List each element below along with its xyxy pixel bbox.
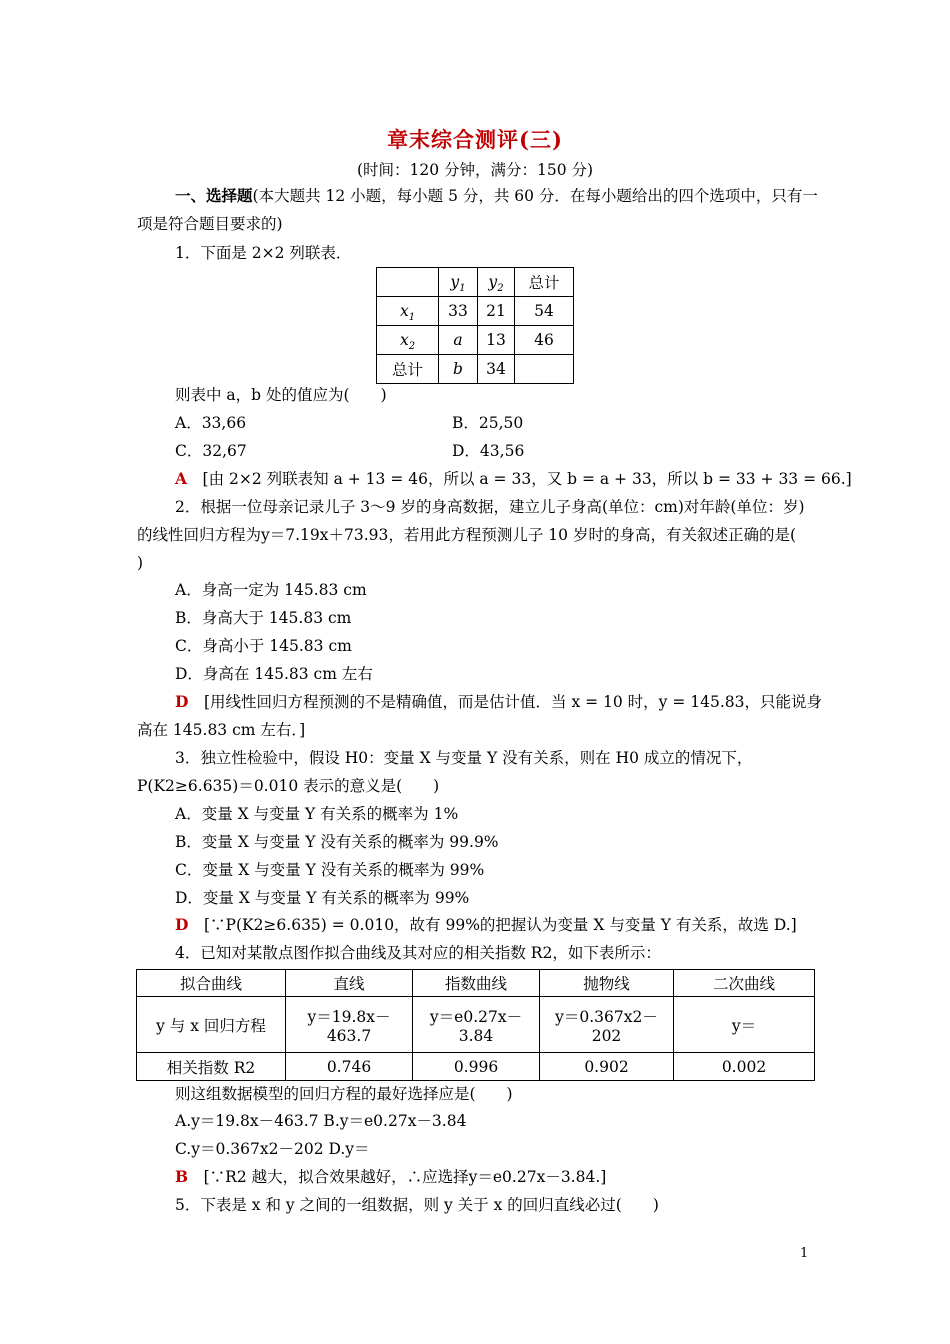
q1-solution — [175, 469, 852, 489]
q4-eq-par-2: 202 — [591, 1026, 622, 1045]
q3-stem-2: P(K2≥6.635)＝0.010 表示的意义是( ) — [137, 777, 440, 795]
q4-r2-value: 0.902 — [540, 1053, 674, 1081]
q1-header-y2: $y_2$ — [478, 268, 515, 297]
q1-cell — [515, 355, 574, 384]
q2-option-b: B．身高大于 145.83 cm — [175, 609, 352, 627]
q1-cell: 33 — [439, 297, 478, 326]
q4-explain: [∵R2 越大，拟合效果越好，∴应选择y＝e0.27x－3.84.] — [203, 1168, 607, 1186]
q2-answer: D — [175, 692, 189, 711]
page-title: 章末综合测评(三) — [387, 127, 563, 152]
q3-stem-1: 3．独立性检验中，假设 H0：变量 X 与变量 Y 没有关系，则在 H0 成立的情况下， — [175, 749, 753, 767]
q1-cell: 46 — [515, 326, 574, 355]
q1-cell: a — [439, 326, 478, 355]
q2-stem-2: 的线性回归方程为y＝7.19x＋73.93，若用此方程预测儿子 10 岁时的身高，有关叙述正确的是( — [137, 526, 797, 544]
q4-eq-quadratic: y＝ — [674, 997, 815, 1053]
q1-option-b: B．25,50 — [452, 414, 524, 432]
q1-contingency-table — [376, 267, 574, 384]
q4-options-cd: C.y＝0.367x2－202 D.y＝ — [175, 1140, 370, 1158]
q3-explain: [∵P(K2≥6.635) = 0.010，故有 99%的把握认为变量 X 与变量 Y 有关系，故选 D.] — [203, 916, 797, 934]
q4-solution — [175, 1167, 606, 1187]
section-text-1: (本大题共 12 小题，每小题 5 分，共 60 分．在每小题给出的四个选项中，只有一 — [252, 187, 818, 205]
q3-answer: D — [175, 915, 189, 934]
q4-r2-value: 0.002 — [674, 1053, 815, 1081]
q4-stem: 4．已知对某散点图作拟合曲线及其对应的相关指数 R2，如下表所示： — [175, 944, 661, 962]
q1-answer: A — [175, 469, 188, 488]
q1-explain: [由 2×2 列联表知 a + 13 = 46，所以 a = 33，又 b = a + 33，所以 b = 33 + 33 = 66.] — [202, 470, 852, 488]
q4-options-ab: A.y＝19.8x－463.7 B.y＝e0.27x－3.84 — [175, 1112, 467, 1130]
q1-header-y1: $y_1$ — [439, 268, 478, 297]
q2-stem-1: 2．根据一位母亲记录儿子 3～9 岁的身高数据，建立儿子身高(单位：cm)对年龄(单位：岁) — [175, 498, 805, 516]
q4-header-cell: 抛物线 — [540, 970, 674, 997]
q4-ask: 则这组数据模型的回归方程的最好选择应是( ) — [175, 1085, 513, 1103]
q1-table-corner — [377, 268, 439, 297]
q2-option-c: C．身高小于 145.83 cm — [175, 637, 352, 655]
q1-cell: b — [439, 355, 478, 384]
q2-option-a: A．身高一定为 145.83 cm — [175, 581, 367, 599]
q1-cell: 21 — [478, 297, 515, 326]
q1-option-a: A．33,66 — [175, 414, 247, 432]
q4-header-cell: 二次曲线 — [674, 970, 815, 997]
q5-stem: 5．下表是 x 和 y 之间的一组数据，则 y 关于 x 的回归直线必过( ) — [175, 1196, 659, 1214]
q4-r2-value: 0.996 — [413, 1053, 540, 1081]
q3-option-d: D．变量 X 与变量 Y 有关系的概率为 99% — [175, 889, 470, 907]
q4-header-cell: 直线 — [286, 970, 413, 997]
q1-option-d: D．43,56 — [452, 442, 525, 460]
q4-eq-line-1: y＝19.8x－ — [307, 1007, 391, 1026]
q2-option-d: D．身高在 145.83 cm 左右 — [175, 665, 373, 683]
section-heading-line — [175, 186, 818, 206]
q4-header-cell: 指数曲线 — [413, 970, 540, 997]
q3-option-b: B．变量 X 与变量 Y 没有关系的概率为 99.9% — [175, 833, 499, 851]
q4-header-cell: 拟合曲线 — [137, 970, 286, 997]
q1-cell: 13 — [478, 326, 515, 355]
exam-info: (时间：120 分钟，满分：150 分) — [356, 161, 594, 179]
q1-ask: 则表中 a，b 处的值应为( ) — [175, 386, 387, 404]
section-text-2: 项是符合题目要求的) — [137, 215, 283, 233]
q4-eq-line-2: 463.7 — [326, 1026, 372, 1045]
q2-explain-2: 高在 145.83 cm 左右．] — [137, 721, 306, 739]
q2-explain-1: [用线性回归方程预测的不是精确值，而是估计值．当 x = 10 时，y = 145.83，只能说身 — [203, 693, 823, 711]
q4-eq-line — [286, 997, 413, 1053]
q1-row-total: 总计 — [377, 355, 439, 384]
q4-r2-value: 0.746 — [286, 1053, 413, 1081]
q1-row-x1: $x_1$ — [377, 297, 439, 326]
q1-option-c: C．32,67 — [175, 442, 247, 460]
q4-eq-exp: y＝e0.27x－3.84 — [413, 997, 540, 1053]
q4-row-label: y 与 x 回归方程 — [137, 997, 286, 1053]
q1-header-total: 总计 — [515, 268, 574, 297]
page-number: 1 — [800, 1246, 809, 1261]
q3-option-c: C．变量 X 与变量 Y 没有关系的概率为 99% — [175, 861, 485, 879]
q3-option-a: A．变量 X 与变量 Y 有关系的概率为 1% — [175, 805, 459, 823]
q3-solution — [175, 915, 797, 935]
q2-solution — [175, 692, 822, 712]
q4-eq-parabola — [540, 997, 674, 1053]
q4-answer: B — [175, 1167, 189, 1186]
q2-stem-3: ) — [137, 554, 144, 572]
q4-fit-table — [136, 969, 815, 1081]
section-head: 一、选择题 — [175, 186, 253, 205]
q4-r2-label: 相关指数 R2 — [137, 1053, 286, 1081]
q1-row-x2: $x_2$ — [377, 326, 439, 355]
q1-cell: 34 — [478, 355, 515, 384]
q4-eq-par-1: y＝0.367x2－ — [555, 1007, 658, 1026]
q1-stem: 1．下面是 2×2 列联表． — [175, 244, 352, 262]
q1-cell: 54 — [515, 297, 574, 326]
